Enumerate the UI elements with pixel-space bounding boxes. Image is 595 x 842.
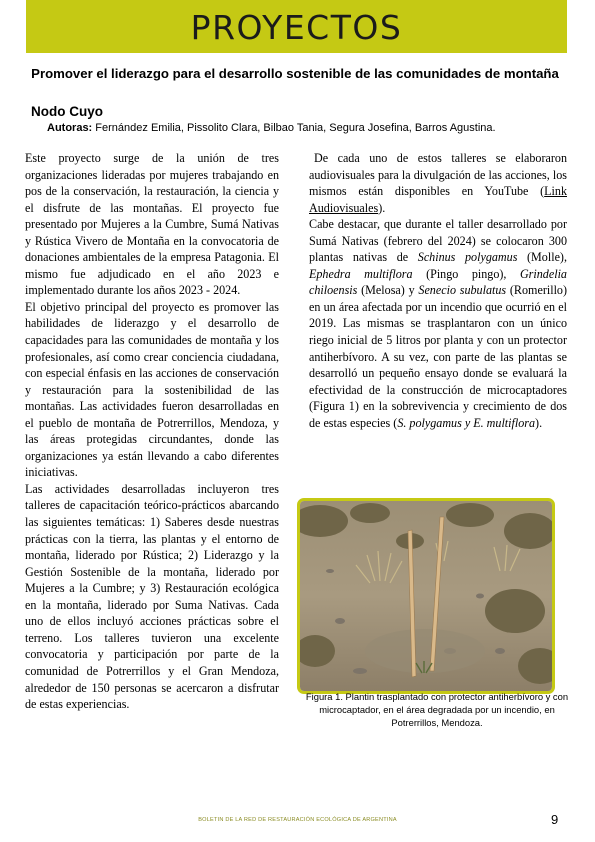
text-run: (Melosa) y <box>357 283 419 298</box>
figure-photo <box>297 498 555 694</box>
audiovisuales-link[interactable]: Link Audiovisuales <box>309 184 567 215</box>
species-name: Ephedra multiflora <box>309 266 413 281</box>
authors-names: Fernández Emilia, Pissolito Clara, Bilbao Tania, Segura Josefina, Barros Agustina. <box>95 122 496 134</box>
microcatchment <box>365 629 485 673</box>
authors-line <box>47 121 577 136</box>
authors-label: Autoras: <box>47 122 93 134</box>
paragraph: El objetivo principal del proyecto es promover las habilidades de liderazgo y el desarrollo de capacidades para las comunidades de montaña y los profesionales, así como crear conciencia ciudadana, con especial énfasis en las acciones de conservación y restauración para la sostenibilidad de las montañas. Las actividades fueron desarrolladas en el pueblo de montaña de Potrerrillos, Mendoza, y las áreas protegidas circundantes, donde las organizaciones ya están llevando a cabo diferentes iniciativas. <box>25 299 279 480</box>
page-number: 9 <box>551 812 559 827</box>
species-name: S. polygamus y E. multiflora <box>397 415 536 430</box>
text-run: De cada uno de estos talleres se elaboraron audiovisuales para la divulgación de las acciones, los mismos están disponibles en YouTube ( <box>309 151 567 199</box>
title-banner <box>26 0 567 53</box>
right-column <box>309 150 567 431</box>
section-title: PROYECTOS <box>190 8 403 47</box>
text-run: Cabe destacar, que durante el taller desarrollado por Sumá Nativas (febrero del 2024) se colocaron 300 plantas nativas de <box>309 217 567 265</box>
text-run: ). <box>535 415 543 430</box>
species-name: Grindelia chiloensis <box>309 266 567 298</box>
footer-text: BOLETIN DE LA RED DE RESTAURACIÓN ECOLÓGICA DE ARGENTINA <box>198 817 397 823</box>
species-name: Senecio subulatus <box>418 283 507 298</box>
species-name: Schinus polygamus <box>417 250 518 265</box>
text-run: (Romerillo) en un área afectada por un incendio que ocurrió en el 2019. Las mismas se trasplantaron con un único riego inicial de 5 litros por planta y con un protector antiherbívoro. A su vez, con parte de las plantas se desarrolló un pequeño ensayo donde se evaluará la efectividad de la construcción de microcaptadores (Figura 1) en la sobrevivencia y crecimiento de dos de estas especies ( <box>309 283 568 430</box>
paragraph <box>309 150 567 216</box>
article-title: Promover el liderazgo para el desarrollo sostenible de las comunidades de montaña <box>31 66 559 81</box>
paragraph: Las actividades desarrolladas incluyeron tres talleres de capacitación teórico-prácticos abarcando las siguientes temáticas: 1) Saberes desde nuestras prácticas con la tierra, las plantas y el entorno de montaña, liderado por Rústica; 2) Liderazgo y la Gestión Sostenible de la montaña, liderado por Mujeres a la Cumbre; y 3) Restauración ecológica en la montaña, liderado por Suma Nativas. Cada uno de ellos incluyó acciones prácticas sobre el terreno. Los talleres tuvieron una excelente convocatoria y participación por parte de la comunidad de Potrerrillos y el Gran Mendoza, alrededor de 150 personas se acercaron a disfrutar de estas experiencias. <box>25 481 279 712</box>
paragraph <box>309 216 567 431</box>
text-run: (Pingo pingo), <box>412 266 520 281</box>
text-run: ). <box>378 200 386 215</box>
figure-caption: Figura 1. Plantin trasplantado con protector antiherbívoro y con microcaptador, en el área degradada por un incendio, en Potrerrillos, Mendoza. <box>305 691 569 728</box>
paragraph: Este proyecto surge de la unión de tres organizaciones lideradas por mujeres trabajando en pos de la conservación, la restauración, la ciencia y el disfrute de las montañas. El proyecto fue presentado por Mujeres a la Cumbre, Sumá Nativas y Rústica Vivero de Montaña en la convocatoria de donaciones ambientales de la empresa Patagonia. El mismo fue adjudicado en el año 2023 e implementado durante los años 2023 - 2024. <box>25 151 279 298</box>
left-column <box>25 150 279 713</box>
field-photo-illustration <box>300 501 552 691</box>
node-name: Nodo Cuyo <box>31 104 103 119</box>
text-run: (Molle), <box>517 250 567 265</box>
